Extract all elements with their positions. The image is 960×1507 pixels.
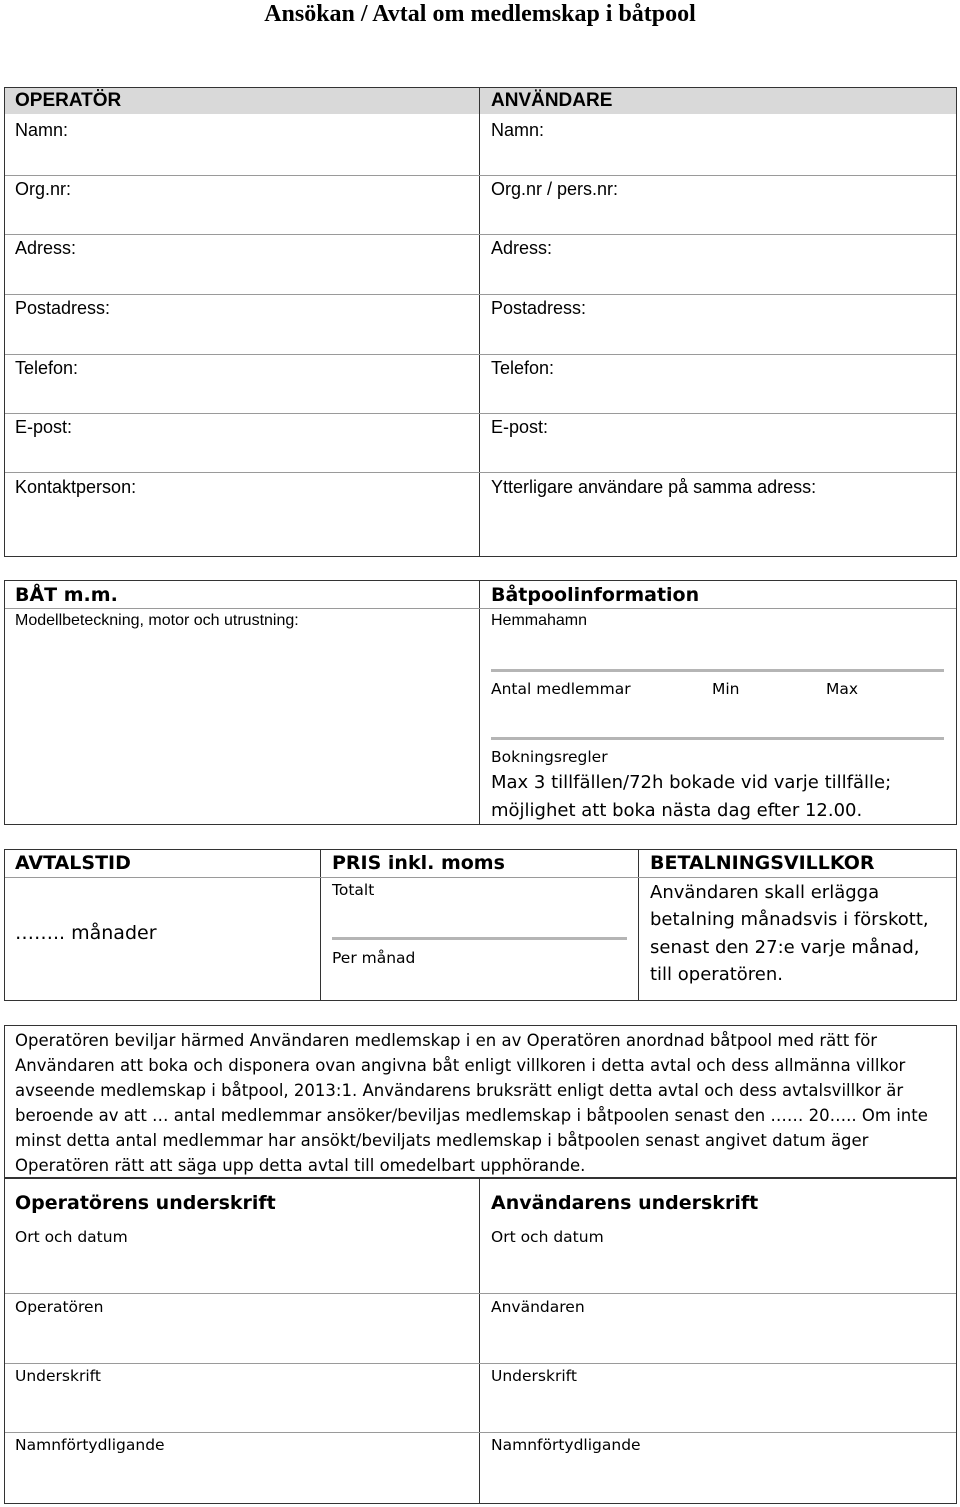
user-printed-name-field[interactable]: Namnförtydligande	[491, 1436, 641, 1454]
operator-signature-header: Operatörens underskrift	[15, 1192, 276, 1214]
boat-header-separator	[5, 608, 956, 609]
user-email-field[interactable]: E-post:	[491, 417, 549, 437]
booking-rules-label: Bokningsregler	[491, 748, 608, 766]
user-phone-field[interactable]: Telefon:	[491, 358, 555, 378]
operator-name-field[interactable]: Namn:	[15, 120, 69, 140]
operator-printed-name-field[interactable]: Namnförtydligande	[15, 1436, 165, 1454]
user-place-date-field[interactable]: Ort och datum	[491, 1228, 604, 1246]
agreement-line: beroende av att … antal medlemmar ansöker/beviljas medlemskap i båtpoolen senast den …… 20….. Om inte	[15, 1106, 928, 1125]
row-separator	[5, 354, 956, 355]
booking-rules-line: möjlighet att boka nästa dag efter 12.00.	[491, 800, 863, 821]
user-name-sign-field[interactable]: Användaren	[491, 1298, 585, 1316]
payment-line: betalning månadsvis i förskott,	[650, 909, 929, 930]
term-months-field[interactable]: …….. månader	[15, 922, 157, 944]
term-header: AVTALSTID	[15, 852, 131, 874]
row-separator	[5, 175, 956, 176]
price-header: PRIS inkl. moms	[332, 852, 505, 874]
user-additional-field[interactable]: Ytterligare användare på samma adress:	[491, 477, 817, 497]
members-rule	[491, 737, 944, 740]
members-min-field[interactable]: Min	[712, 680, 740, 698]
payment-line: Användaren skall erlägga	[650, 882, 880, 903]
price-rule	[332, 937, 627, 940]
home-port-rule	[491, 669, 944, 672]
booking-rules-line: Max 3 tillfällen/72h bokade vid varje tillfälle;	[491, 772, 892, 793]
operator-postal-field[interactable]: Postadress:	[15, 298, 111, 318]
agreement-text	[15, 1028, 950, 1178]
agreement-line: Operatören rätt att säga upp detta avtal till omedelbart upphörande.	[15, 1156, 586, 1175]
party-table-divider	[479, 87, 480, 557]
operator-contact-field[interactable]: Kontaktperson:	[15, 477, 137, 497]
user-address-field[interactable]: Adress:	[491, 238, 553, 258]
user-signature-field[interactable]: Underskrift	[491, 1367, 577, 1385]
row-separator	[5, 413, 956, 414]
boat-header: BÅT m.m.	[15, 584, 118, 606]
operator-email-field[interactable]: E-post:	[15, 417, 73, 437]
signature-row-separator	[5, 1293, 956, 1294]
row-separator	[5, 294, 956, 295]
pool-header: Båtpoolinformation	[491, 584, 700, 606]
boat-pool-divider	[479, 580, 480, 825]
operator-signature-field[interactable]: Underskrift	[15, 1367, 101, 1385]
signature-row-separator	[5, 1432, 956, 1433]
user-signature-header: Användarens underskrift	[491, 1192, 759, 1214]
user-header: ANVÄNDARE	[491, 90, 613, 111]
agreement-line: minst detta antal medlemmar har ansökt/beviljats medlemskap i båtpoolen senast angivet datum äger	[15, 1131, 869, 1150]
operator-name-sign-field[interactable]: Operatören	[15, 1298, 104, 1316]
payment-header: BETALNINGSVILLKOR	[650, 852, 875, 874]
agreement-line: avseende medlemskap i båtpool, 2013:1. Användarens bruksrätt enligt detta avtal och dess avtalsvillkor är	[15, 1081, 904, 1100]
signature-row-separator	[5, 1363, 956, 1364]
signature-border	[4, 1178, 957, 1504]
terms-divider	[320, 849, 321, 1001]
user-idnr-field[interactable]: Org.nr / pers.nr:	[491, 179, 619, 199]
members-max-field[interactable]: Max	[826, 680, 859, 698]
price-month-field[interactable]: Per månad	[332, 949, 416, 967]
price-total-field[interactable]: Totalt	[332, 881, 375, 899]
agreement-line: Användaren att boka och disponera ovan angivna båt enligt villkoren i detta avtal och dess allmänna villkor	[15, 1056, 906, 1075]
operator-header: OPERATÖR	[15, 90, 122, 111]
operator-orgnr-field[interactable]: Org.nr:	[15, 179, 72, 199]
agreement-line: Operatören beviljar härmed Användaren medlemskap i en av Operatören anordnad båtpool med rätt för	[15, 1031, 878, 1050]
signature-divider	[479, 1178, 480, 1504]
payment-line: till operatören.	[650, 964, 784, 985]
user-name-field[interactable]: Namn:	[491, 120, 545, 140]
row-separator	[5, 234, 956, 235]
payment-line: senast den 27:e varje månad,	[650, 937, 920, 958]
home-port-field[interactable]: Hemmahamn	[491, 612, 588, 629]
user-postal-field[interactable]: Postadress:	[491, 298, 587, 318]
operator-phone-field[interactable]: Telefon:	[15, 358, 79, 378]
row-separator	[5, 472, 956, 473]
operator-address-field[interactable]: Adress:	[15, 238, 77, 258]
operator-place-date-field[interactable]: Ort och datum	[15, 1228, 128, 1246]
terms-header-separator	[5, 877, 956, 878]
boat-model-field[interactable]: Modellbeteckning, motor och utrustning:	[15, 612, 299, 629]
page-title: Ansökan / Avtal om medlemskap i båtpool	[264, 1, 696, 27]
terms-divider	[638, 849, 639, 1001]
members-label: Antal medlemmar	[491, 680, 631, 698]
